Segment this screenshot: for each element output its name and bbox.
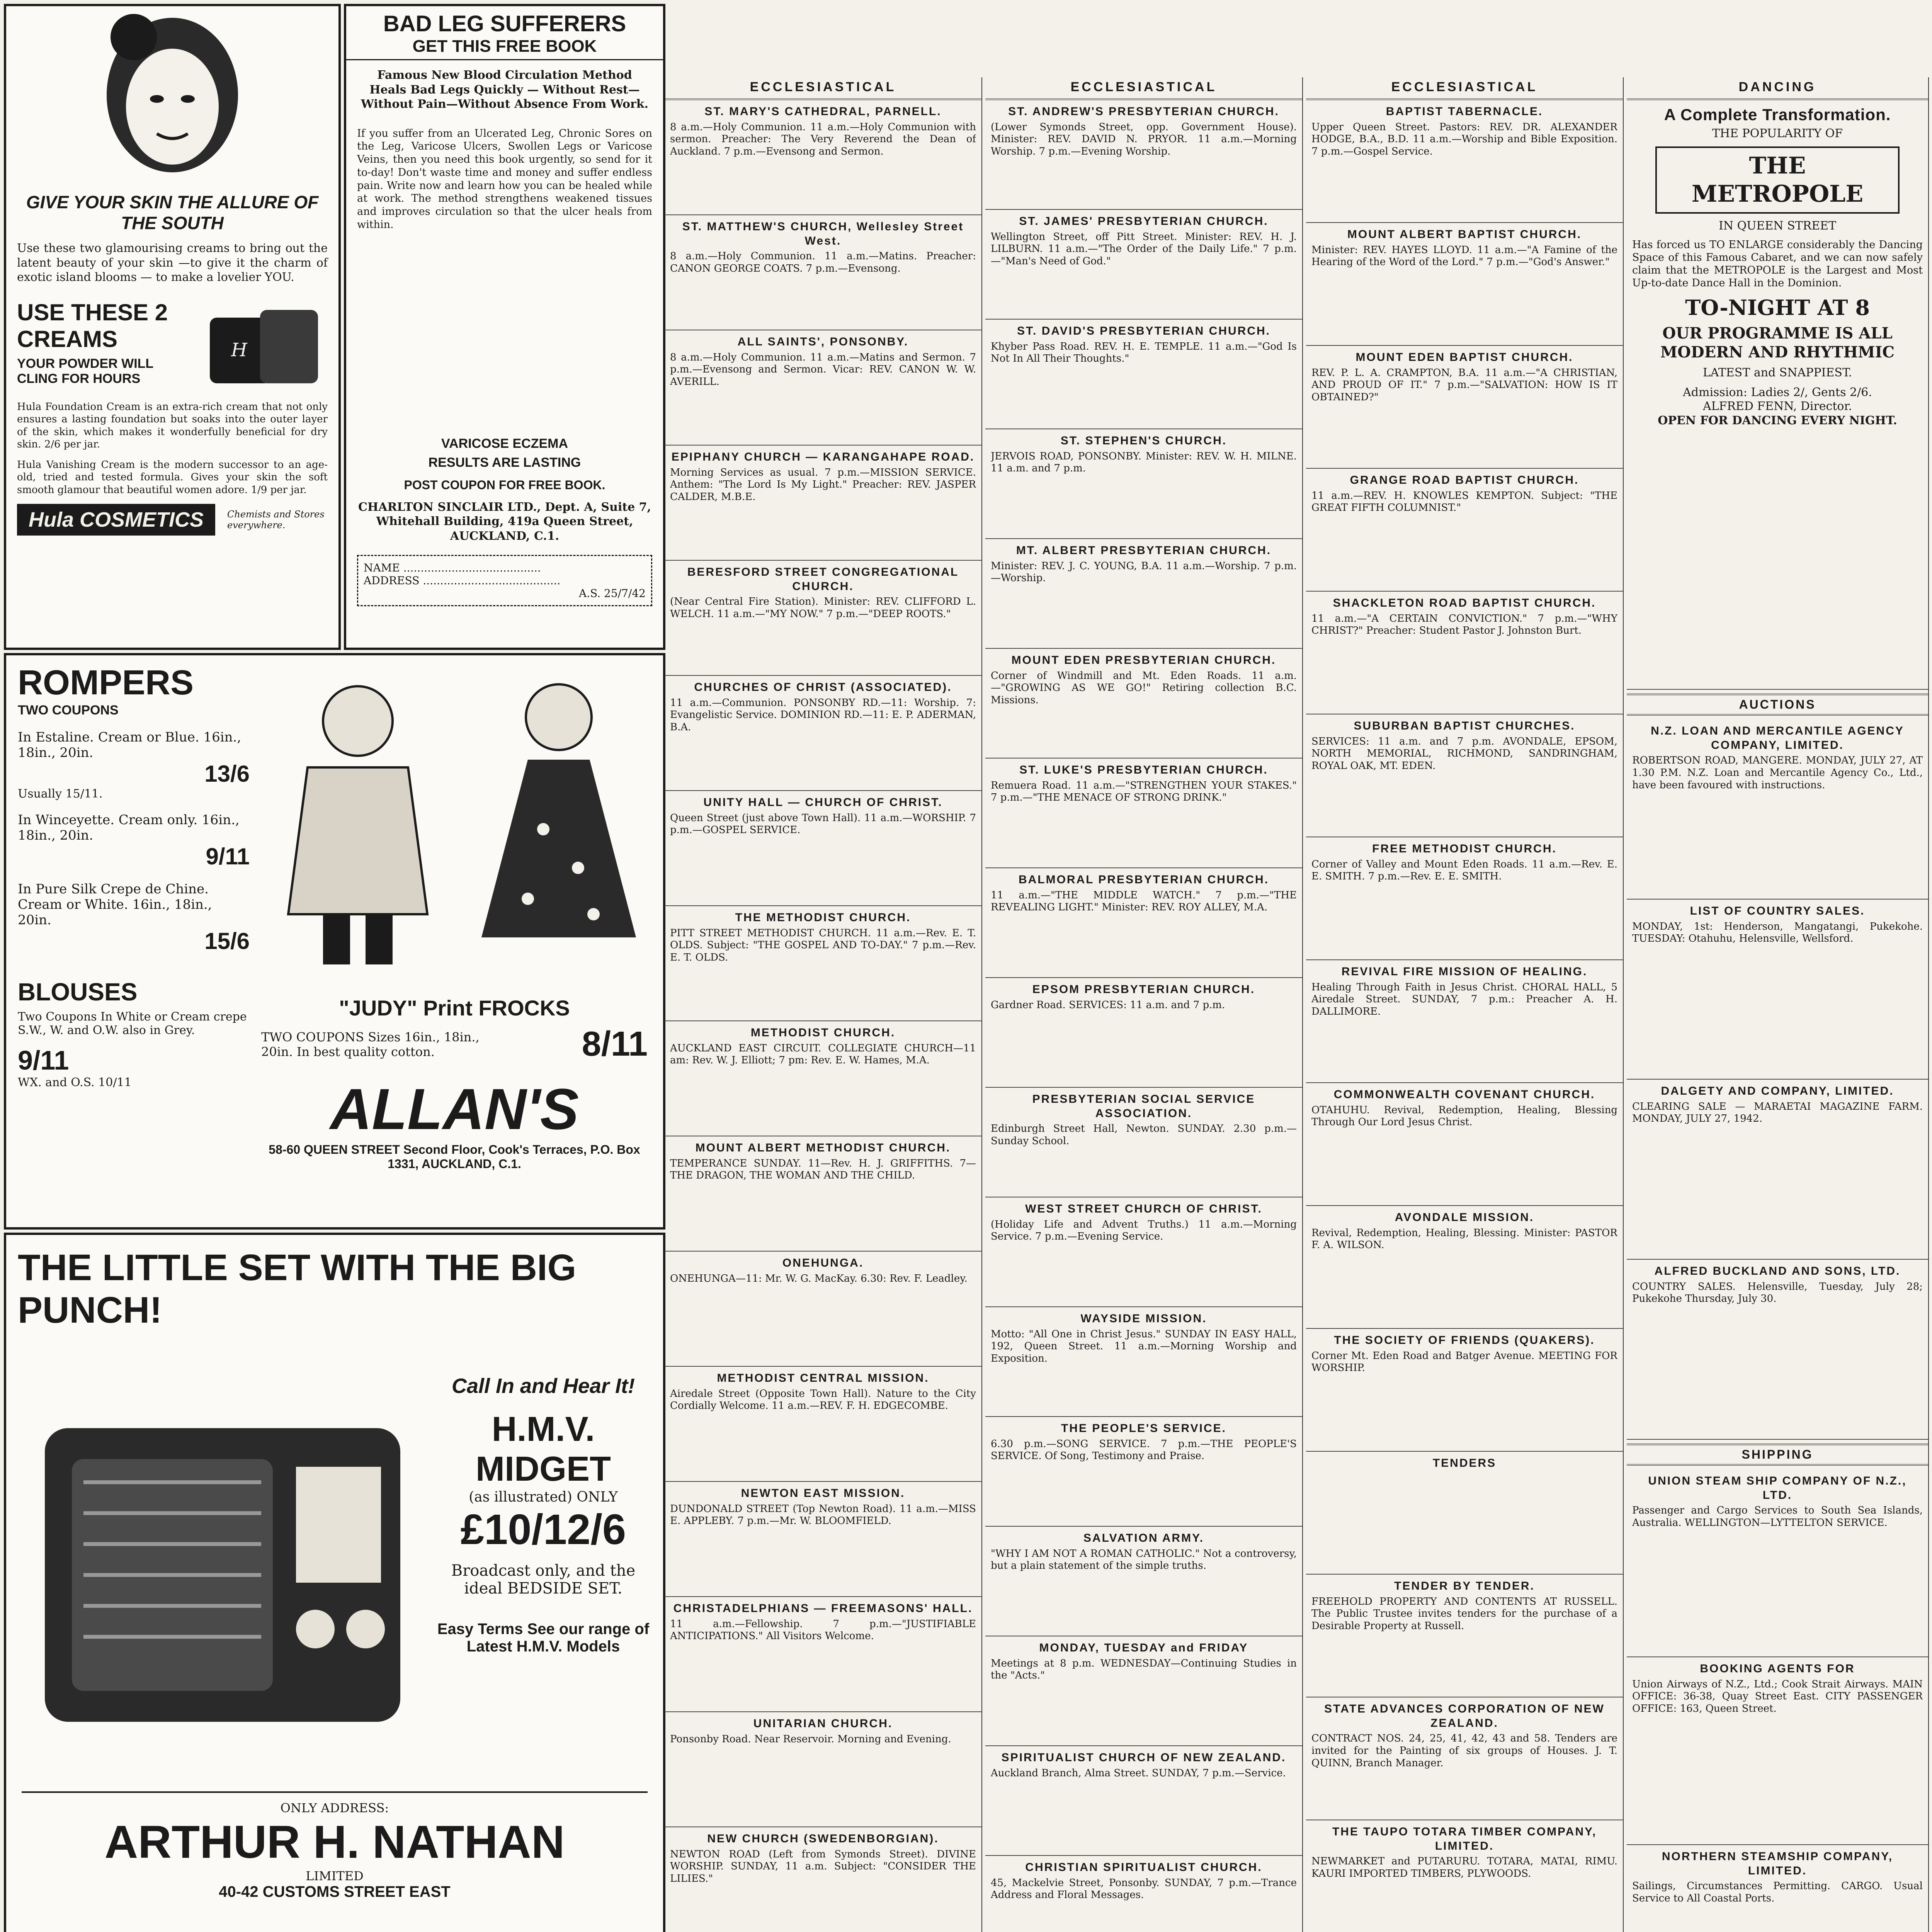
frocks-headline: "JUDY" Print FROCKS — [339, 996, 570, 1020]
church-notice — [665, 906, 981, 1021]
church-notice-text: NEWMARKET and PUTARURU. TOTARA, MATAI, RIMU. KAURI IMPORTED TIMBERS, PLYWOODS. — [1311, 1855, 1617, 1879]
church-notice-title: METHODIST CENTRAL MISSION. — [717, 1372, 929, 1384]
church-notice — [1306, 960, 1623, 1083]
church-notice — [985, 100, 1302, 210]
hula-vanishing: Hula Vanishing Cream is the modern successor to an age-old, tried and tested formula. Gives your skin the soft smooth glamour that beautiful women adore. 1/9 per jar. — [17, 459, 328, 496]
church-notice-title: NEW CHURCH (SWEDENBORGIAN). — [707, 1832, 939, 1845]
frocks-price: 8/11 — [582, 1025, 648, 1063]
church-notice-title: SHACKLETON ROAD BAPTIST CHURCH. — [1333, 597, 1596, 609]
ecclesiastical-column-3 — [1306, 77, 1624, 1932]
church-notice-title: CHRISTADELPHIANS — FREEMASONS' HALL. — [673, 1602, 973, 1615]
bad-leg-coupon-head: POST COUPON FOR FREE BOOK. — [404, 478, 605, 492]
church-notice-text: AUCKLAND EAST CIRCUIT. COLLEGIATE CHURCH—11 am: Rev. W. J. Elliott; 7 pm: Rev. E. W. Hames, M.A. — [670, 1042, 976, 1066]
church-notice-title: MOUNT ALBERT BAPTIST CHURCH. — [1347, 228, 1582, 241]
church-notice-text: Wellington Street, off Pitt Street. Minister: REV. H. J. LILBURN. 11 a.m.—"The Order of the Daily Life." 7 p.m.—"Man's Need of God." — [991, 231, 1297, 267]
church-notice-title: EPSOM PRESBYTERIAN CHURCH. — [1032, 983, 1255, 996]
shipping-notice-text: Union Airways of N.Z., Ltd.; Cook Strait Airways. MAIN OFFICE: 36-38, Quay Street East. CITY PASSENGER OFFICE: 163, Queen Street. — [1632, 1678, 1923, 1715]
church-notice — [1306, 714, 1623, 837]
shipping-notice-title: UNION STEAM SHIP COMPANY OF N.Z., LTD. — [1648, 1475, 1907, 1502]
church-notice-title: FREE METHODIST CHURCH. — [1372, 842, 1557, 855]
church-notice — [985, 1307, 1302, 1417]
auction-notice-title: N.Z. LOAN AND MERCANTILE AGENCY COMPANY, LIMITED. — [1651, 724, 1904, 752]
church-notice — [665, 1827, 981, 1932]
church-notice-text: Edinburgh Street Hall, Newton. SUNDAY. 2.30 p.m.—Sunday School. — [991, 1123, 1297, 1147]
bad-leg-results: RESULTS ARE LASTING — [428, 455, 581, 470]
metropole-headline: A Complete Transformation. — [1664, 105, 1891, 124]
church-notice-title: ALL SAINTS', PONSONBY. — [737, 335, 909, 348]
church-notice-text: Minister: REV. HAYES LLOYD. 11 a.m.—"A Famine of the Hearing of the Word of the Lord." 7 p.m.—"God's Answer." — [1311, 244, 1617, 268]
church-notice-title: BAPTIST TABERNACLE. — [1386, 105, 1543, 118]
church-notice — [1306, 1206, 1623, 1329]
hmv-terms: Easy Terms See our range of Latest H.M.V. Models — [437, 1621, 650, 1655]
church-notice-text: 11 a.m.—Communion. PONSONBY RD.—11: Worship. 7: Evangelistic Service. DOMINION RD.—11: E. P. ADERMAN, B.A. — [670, 697, 976, 733]
church-notice-title: WEST STREET CHURCH OF CHRIST. — [1025, 1202, 1262, 1215]
blouses-headline: BLOUSES — [18, 978, 138, 1006]
dancing-auctions-column — [1627, 77, 1929, 1932]
church-notice — [1306, 346, 1623, 469]
church-notice-text: (Holiday Life and Advent Truths.) 11 a.m.—Morning Service. 7 p.m.—Evening Service. — [991, 1218, 1297, 1243]
church-notice-title: ST. MATTHEW'S CHURCH, Wellesley Street West. — [682, 220, 964, 247]
church-notice-text: FREEHOLD PROPERTY AND CONTENTS AT RUSSELL. The Public Trustee invites tenders for the purchase of a Desirable Property at Russell. — [1311, 1595, 1617, 1632]
auction-notice-title: LIST OF COUNTRY SALES. — [1690, 905, 1865, 917]
hmv-illustrated: (as illustrated) ONLY — [469, 1489, 618, 1505]
church-notice — [665, 1136, 981, 1252]
shipping-notice-title: BOOKING AGENTS FOR — [1700, 1662, 1855, 1675]
church-notice-title: THE SOCIETY OF FRIENDS (QUAKERS). — [1334, 1334, 1595, 1347]
church-notice — [985, 429, 1302, 539]
church-notice-title: THE METHODIST CHURCH. — [735, 911, 911, 924]
church-notice-title: SUBURBAN BAPTIST CHURCHES. — [1354, 719, 1575, 732]
auction-notice — [1627, 1080, 1928, 1260]
church-notice — [985, 868, 1302, 978]
shipping-notice — [1627, 1469, 1928, 1657]
rompers-line1: In Estaline. Cream or Blue. 16in., 18in., 20in. — [18, 730, 242, 760]
church-notice — [1306, 1575, 1623, 1697]
church-notice-title: EPIPHANY CHURCH — KARANGAHAPE ROAD. — [671, 451, 975, 463]
church-notice-title: MONDAY, TUESDAY and FRIDAY — [1039, 1641, 1248, 1654]
metropole-name: THE METROPOLE — [1655, 146, 1900, 214]
church-notice — [1306, 223, 1623, 346]
church-notice-text: Revival, Redemption, Healing, Blessing. Minister: PASTOR F. A. WILSON. — [1311, 1227, 1617, 1251]
rompers-price3: 15/6 — [204, 928, 250, 954]
church-notice — [985, 649, 1302, 759]
church-notice-text: 8 a.m.—Holy Communion. 11 a.m.—Holy Communion with sermon. Preacher: The Very Reverend the Dean of Auckland. 7 p.m.—Evensong and Sermon. — [670, 121, 976, 158]
church-notice-text: 8 a.m.—Holy Communion. 11 a.m.—Matins. Preacher: CANON GEORGE COATS. 7 p.m.—Evensong. — [670, 250, 976, 274]
shipping-section-head: SHIPPING — [1627, 1444, 1928, 1466]
church-notice-title: ONEHUNGA. — [782, 1257, 864, 1269]
shipping-notice — [1627, 1657, 1928, 1845]
auction-notice — [1627, 719, 1928, 900]
church-notice-text: Ponsonby Road. Near Reservoir. Morning and Evening. — [670, 1733, 951, 1745]
hmv-headline: THE LITTLE SET WITH THE BIG PUNCH! — [18, 1247, 577, 1331]
church-notice-title: MT. ALBERT PRESBYTERIAN CHURCH. — [1016, 544, 1272, 557]
church-notice — [665, 446, 981, 561]
church-notice — [1306, 100, 1623, 223]
church-notice — [985, 1527, 1302, 1636]
church-notice-text: "WHY I AM NOT A ROMAN CATHOLIC." Not a controversy, but a plain statement of the simple truths. — [991, 1548, 1297, 1572]
metropole-manager: ALFRED FENN, Director. — [1702, 400, 1852, 413]
church-notice-title: UNITARIAN CHURCH. — [753, 1717, 893, 1730]
church-notice-text: Healing Through Faith in Jesus Christ. CHORAL HALL, 5 Airedale Street. SUNDAY, 7 p.m.: Preacher A. H. DALLIMORE. — [1311, 981, 1617, 1018]
church-notice — [985, 759, 1302, 868]
bad-leg-ref: A.S. 25/7/42 — [578, 587, 646, 600]
church-notice — [665, 791, 981, 906]
church-notice-text: ONEHUNGA—11: Mr. W. G. MacKay. 6.30: Rev. F. Leadley. — [670, 1272, 968, 1284]
svg-text:H: H — [231, 339, 247, 361]
church-notice-text: TEMPERANCE SUNDAY. 11—Rev. H. J. GRIFFITHS. 7—THE DRAGON, THE WOMAN AND THE CHILD. — [670, 1157, 976, 1182]
shipping-notice-text: Passenger and Cargo Services to South Sea Islands, Australia. WELLINGTON—LYTTELTON SERVICE. — [1632, 1505, 1923, 1529]
church-notice-title: REVIVAL FIRE MISSION OF HEALING. — [1341, 965, 1588, 978]
church-notice — [985, 210, 1302, 320]
church-notice-title: AVONDALE MISSION. — [1395, 1211, 1534, 1224]
church-notice-title: METHODIST CHURCH. — [750, 1026, 896, 1039]
church-notice — [1306, 1329, 1623, 1452]
church-notice — [1306, 592, 1623, 714]
church-notice — [985, 1636, 1302, 1746]
metropole-text: Has forced us TO ENLARGE considerably the Dancing Space of this Famous Cabaret, and we can now safely claim that the METROPOLE is the Largest and Most Up-to-date Dance Hall in the Dominion. — [1632, 238, 1923, 289]
church-notice-text: Motto: "All One in Christ Jesus." SUNDAY IN EASY HALL, 192, Queen Street. 11 a.m.—Morning Worship and Exposition. — [991, 1328, 1297, 1365]
hmv-midget-ad — [4, 1233, 665, 1932]
church-notice — [1306, 469, 1623, 592]
church-notice — [1306, 1452, 1623, 1575]
rompers-price1: 13/6 — [204, 761, 250, 787]
shipping-notice-text: Sailings, Circumstances Permitting. CARGO. Usual Service to All Coastal Ports. — [1632, 1880, 1923, 1904]
bad-leg-intro: Famous New Blood Circulation Method Heals Bad Legs Quickly — Without Rest—Without Pain—Without Absence From Work. — [361, 68, 648, 111]
hula-foundation: Hula Foundation Cream is an extra-rich cream that not only ensures a lasting foundation but soaks into the outer layer of the skin, which makes it wonderfully beneficial for dry skin. 2/6 per jar. — [17, 401, 328, 450]
metropole-popularity: THE POPULARITY OF — [1712, 127, 1843, 141]
church-notice-text: Meetings at 8 p.m. WEDNESDAY—Continuing Studies in the "Acts." — [991, 1657, 1297, 1682]
church-notice-text: Corner of Windmill and Mt. Eden Roads. 11 a.m.—"GROWING AS WE GO!" Retiring collection B.C. Missions. — [991, 670, 1297, 706]
church-notice-text: Gardner Road. SERVICES: 11 a.m. and 7 p.m. — [991, 999, 1225, 1011]
church-notice-text: PITT STREET METHODIST CHURCH. 11 a.m.—Rev. E. T. OLDS. Subject: "THE GOSPEL AND TO-DAY." 7 p.m.—Rev. E. T. OLDS. — [670, 927, 976, 964]
church-notice — [1306, 837, 1623, 960]
auction-notice — [1627, 1260, 1928, 1440]
church-notice-text: Auckland Branch, Alma Street. SUNDAY, 7 p.m.—Service. — [991, 1767, 1286, 1779]
church-notice-text: Queen Street (just above Town Hall). 11 a.m.—WORSHIP. 7 p.m.—GOSPEL SERVICE. — [670, 812, 976, 836]
auction-notice-text: CLEARING SALE — MARAETAI MAGAZINE FARM. MONDAY, JULY 27, 1942. — [1632, 1100, 1923, 1125]
hmv-price: £10/12/6 — [460, 1506, 626, 1553]
column-head-ecclesiastical-3: ECCLESIASTICAL — [1306, 77, 1623, 100]
auction-notice-text: ROBERTSON ROAD, MANGERE. MONDAY, JULY 27, AT 1.30 P.M. N.Z. Loan and Mercantile Agency Co., Ltd., have been favoured with instructions. — [1632, 755, 1923, 791]
church-notice — [985, 1856, 1302, 1932]
church-notice-text: Remuera Road. 11 a.m.—"STRENGTHEN YOUR STAKES." 7 p.m.—"THE MENACE OF STRONG DRINK." — [991, 779, 1297, 804]
church-notice-title: ST. STEPHEN'S CHURCH. — [1060, 434, 1227, 447]
church-notice — [665, 215, 981, 330]
hula-stockists: Chemists and Stores everywhere. — [227, 509, 325, 531]
church-notice-title: NEWTON EAST MISSION. — [741, 1487, 905, 1500]
church-notice — [665, 561, 981, 676]
church-notice-text: JERVOIS ROAD, PONSONBY. Minister: REV. W. H. MILNE. 11 a.m. and 7 p.m. — [991, 450, 1297, 474]
church-notice — [665, 676, 981, 791]
church-notice-title: MOUNT ALBERT METHODIST CHURCH. — [695, 1141, 951, 1154]
auction-notice-text: COUNTRY SALES. Helensville, Tuesday, July 28; Pukekohe Thursday, July 30. — [1632, 1281, 1923, 1305]
church-notice — [985, 1746, 1302, 1856]
ecclesiastical-column-2 — [985, 77, 1303, 1932]
rompers-headline: ROMPERS — [18, 663, 194, 702]
church-notice — [985, 1197, 1302, 1307]
cream-jars-icon — [200, 293, 328, 393]
church-notice-text: 8 a.m.—Holy Communion. 11 a.m.—Matins and Sermon. 7 p.m.—Evensong and Sermon. Vicar: REV. CANON W. W. AVERILL. — [670, 351, 976, 388]
church-notice-text: Corner of Valley and Mount Eden Roads. 11 a.m.—Rev. E. E. SMITH. 7 p.m.—Rev. E. E. SMITH. — [1311, 858, 1617, 883]
church-notice-title: WAYSIDE MISSION. — [1080, 1312, 1207, 1325]
hula-headline: GIVE YOUR SKIN THE ALLURE OF THE SOUTH — [26, 192, 319, 233]
church-notice-title: SALVATION ARMY. — [1083, 1532, 1204, 1544]
hula-powder-cling: YOUR POWDER WILL CLING FOR HOURS — [17, 356, 153, 386]
church-notice — [665, 100, 981, 215]
ecclesiastical-column-1 — [665, 77, 982, 1932]
church-notice-text: NEWTON ROAD (Left from Symonds Street). DIVINE WORSHIP. SUNDAY, 11 a.m. Subject: "CONSIDER THE LILIES." — [670, 1848, 976, 1885]
church-notice-text: DUNDONALD STREET (Top Newton Road). 11 a.m.—MISS E. APPLEBY. 7 p.m.—Mr. W. BLOOMFIELD. — [670, 1503, 976, 1527]
church-notice-title: SPIRITUALIST CHURCH OF NEW ZEALAND. — [1001, 1751, 1286, 1764]
church-notice-text: Corner Mt. Eden Road and Batger Avenue. MEETING FOR WORSHIP. — [1311, 1350, 1617, 1374]
bad-leg-ad — [344, 4, 665, 650]
church-notice-text: 6.30 p.m.—SONG SERVICE. 7 p.m.—THE PEOPLE'S SERVICE. Of Song, Testimony and Praise. — [991, 1438, 1297, 1462]
blouses-sub: Two Coupons In White or Cream crepe S.W., W. and O.W. also in Grey. — [18, 1010, 247, 1037]
church-notice-text: 11 a.m.—Fellowship. 7 p.m.—"JUSTIFIABLE ANTICIPATIONS." All Visitors Welcome. — [670, 1618, 976, 1642]
radio-set-icon — [22, 1374, 423, 1776]
church-notice-text: Morning Services as usual. 7 p.m.—MISSION SERVICE. Anthem: "The Lord Is My Light." Preacher: REV. JASPER CALDER, M.B.E. — [670, 466, 976, 503]
church-notice — [665, 1367, 981, 1482]
auction-notice-title: ALFRED BUCKLAND AND SONS, LTD. — [1654, 1265, 1901, 1277]
church-notice-title: UNITY HALL — CHURCH OF CHRIST. — [703, 796, 943, 809]
church-notice-title: MOUNT EDEN PRESBYTERIAN CHURCH. — [1011, 654, 1276, 667]
church-notice-title: TENDERS — [1432, 1457, 1497, 1469]
hula-body: Use these two glamourising creams to bring out the latent beauty of your skin —to give it the charm of exotic island blooms — to make a lovelier YOU. — [17, 242, 328, 284]
hmv-only-address: ONLY ADDRESS: — [280, 1801, 389, 1815]
woman-portrait-icon — [6, 6, 338, 192]
church-notice-title: BERESFORD STREET CONGREGATIONAL CHURCH. — [687, 566, 959, 593]
church-notice-title: PRESBYTERIAN SOCIAL SERVICE ASSOCIATION. — [1032, 1093, 1255, 1120]
bad-leg-copy: If you suffer from an Ulcerated Leg, Chronic Sores on the Leg, Varicose Ulcers, Swollen Legs or Varicose Veins, then you need this book urgently, so send for it to-day! Don't waste time and money and suffer endless pain. Write now and learn how you can be healed while at work. The method strengthens weakened tissues and improves circulation so that the ulcer heals from within. — [357, 127, 652, 231]
shipping-notice — [1627, 1845, 1928, 1932]
church-notice-title: BALMORAL PRESBYTERIAN CHURCH. — [1018, 873, 1269, 886]
church-notice — [985, 1088, 1302, 1197]
church-notice-text: Upper Queen Street. Pastors: REV. DR. ALEXANDER HODGE, B.A., B.D. 11 a.m.—Worship and Bible Exposition. 7 p.m.—Gospel Service. — [1311, 121, 1617, 158]
rompers-sub: TWO COUPONS — [18, 703, 119, 718]
hula-use-these: USE THESE 2 CREAMS — [17, 299, 168, 352]
church-notice-title: ST. MARY'S CATHEDRAL, PARNELL. — [704, 105, 942, 118]
church-notice-text: Airedale Street (Opposite Town Hall). Nature to the City Cordially Welcome. 11 a.m.—REV. F. H. EDGECOMBE. — [670, 1388, 976, 1412]
metropole-admission: Admission: Ladies 2/, Gents 2/6. — [1683, 385, 1872, 399]
hula-brand: Hula COSMETICS — [17, 504, 215, 536]
bad-leg-headline: BAD LEG SUFFERERS — [383, 11, 626, 36]
church-notice — [1306, 1697, 1623, 1820]
rompers-price2: 9/11 — [206, 844, 250, 869]
child-romper-illustration-icon — [261, 663, 454, 980]
auction-notice-text: MONDAY, 1st: Henderson, Mangatangi, Pukekohe. TUESDAY: Otahuhu, Helensville, Wellsford. — [1632, 920, 1923, 945]
girl-frock-illustration-icon — [462, 663, 655, 980]
metropole-ad — [1627, 100, 1928, 690]
church-notice-title: THE TAUPO TOTARA TIMBER COMPANY, LIMITED. — [1332, 1825, 1597, 1852]
hmv-dealer: ARTHUR H. NATHAN — [104, 1816, 565, 1868]
church-notice — [665, 1252, 981, 1367]
metropole-where: IN QUEEN STREET — [1718, 219, 1837, 233]
church-notice — [665, 1597, 981, 1712]
church-notice — [665, 330, 981, 446]
auctions-section-head: AUCTIONS — [1627, 694, 1928, 716]
church-notice-title: ST. JAMES' PRESBYTERIAN CHURCH. — [1019, 215, 1269, 228]
rompers-line3: In Pure Silk Crepe de Chine. Cream or White. 16in., 18in., 20in. — [18, 881, 212, 928]
hmv-dealer-address: 40-42 CUSTOMS STREET EAST — [219, 1883, 451, 1900]
church-notice-text: 11 a.m.—"A CERTAIN CONVICTION." 7 p.m.—"WHY CHRIST?" Preacher: Student Pastor J. Johnston Burt. — [1311, 612, 1617, 637]
bad-leg-address: CHARLTON SINCLAIR LTD., Dept. A, Suite 7, Whitehall Building, 419a Queen Street, AUCKLAND, C.1. — [358, 500, 651, 543]
hmv-dealer-sub: LIMITED — [306, 1869, 364, 1883]
blouses-os: WX. and O.S. 10/11 — [18, 1076, 132, 1089]
church-notice-title: CHRISTIAN SPIRITUALIST CHURCH. — [1025, 1861, 1262, 1874]
church-notice-text: Minister: REV. J. C. YOUNG, B.A. 11 a.m.—Worship. 7 p.m.—Worship. — [991, 560, 1297, 584]
church-notice — [665, 1021, 981, 1136]
church-notice-title: COMMONWEALTH COVENANT CHURCH. — [1333, 1088, 1595, 1101]
metropole-latest: LATEST and SNAPPIEST. — [1702, 366, 1852, 380]
metropole-tonight: TO-NIGHT AT 8 — [1685, 295, 1870, 320]
church-notice-text: Khyber Pass Road. REV. H. E. TEMPLE. 11 a.m.—"God Is Not In All Their Thoughts." — [991, 340, 1297, 365]
metropole-open: OPEN FOR DANCING EVERY NIGHT. — [1658, 413, 1897, 427]
metropole-programme: OUR PROGRAMME IS ALL MODERN AND RHYTHMIC — [1660, 324, 1895, 362]
church-notice — [665, 1712, 981, 1827]
church-notice-title: GRANGE ROAD BAPTIST CHURCH. — [1350, 474, 1579, 486]
church-notice-text: 11 a.m.—REV. H. KNOWLES KEMPTON. Subject: "THE GREAT FIFTH COLUMNIST." — [1311, 490, 1617, 514]
church-notice-text: (Lower Symonds Street, opp. Government House). Minister: REV. DAVID N. PRYOR. 11 a.m.—Morning Worship. 7 p.m.—Evening Worship. — [991, 121, 1297, 158]
frocks-sub: TWO COUPONS Sizes 16in., 18in., 20in. In best quality cotton. — [261, 1029, 480, 1059]
church-notice — [985, 539, 1302, 649]
church-notice-title: TENDER BY TENDER. — [1394, 1580, 1535, 1592]
rompers-line2: In Winceyette. Cream only. 16in., 18in., 20in. — [18, 812, 240, 843]
church-notice-text: OTAHUHU. Revival, Redemption, Healing, Blessing Through Our Lord Jesus Christ. — [1311, 1104, 1617, 1128]
church-notice-title: THE PEOPLE'S SERVICE. — [1061, 1422, 1226, 1435]
church-notice-text: CONTRACT NOS. 24, 25, 41, 42, 43 and 58. Tenders are invited for the Painting of six groups of Houses. J. T. QUINN, Branch Manager. — [1311, 1733, 1617, 1769]
church-notice — [985, 978, 1302, 1088]
hmv-tag: Broadcast only, and the ideal BEDSIDE SET. — [451, 1562, 636, 1597]
bad-leg-subhead: GET THIS FREE BOOK — [346, 37, 663, 60]
rompers-usually: Usually 15/11. — [18, 787, 103, 801]
auction-notice-title: DALGETY AND COMPANY, LIMITED. — [1661, 1085, 1894, 1097]
column-head-ecclesiastical-2: ECCLESIASTICAL — [985, 77, 1302, 100]
church-notice — [985, 320, 1302, 429]
allans-store-address: 58-60 QUEEN STREET Second Floor, Cook's Terraces, P.O. Box 1331, AUCKLAND, C.1. — [269, 1143, 640, 1171]
hmv-model: H.M.V. MIDGET — [476, 1410, 611, 1488]
allans-rompers-ad — [4, 653, 665, 1230]
bad-leg-address-label: ADDRESS — [364, 574, 420, 587]
church-notice — [665, 1482, 981, 1597]
church-notice-text: SERVICES: 11 a.m. and 7 p.m. AVONDALE, EPSOM, NORTH MEMORIAL, RICHMOND, SANDRINGHAM, ROYAL OAK, MT. EDEN. — [1311, 735, 1617, 772]
church-notice-text: 45, Mackelvie Street, Ponsonby. SUNDAY, 7 p.m.—Trance Address and Floral Messages. — [991, 1877, 1297, 1901]
church-notice — [1306, 1820, 1623, 1932]
allans-store-name: ALLAN'S — [330, 1077, 579, 1141]
shipping-notice-title: NORTHERN STEAMSHIP COMPANY, LIMITED. — [1662, 1850, 1893, 1877]
hmv-call: Call In and Hear It! — [451, 1374, 635, 1398]
bad-leg-coupon[interactable]: NAME ........................................ ADDRESS ........................................ A.S. 25/7/42 — [357, 555, 652, 606]
auction-notice — [1627, 900, 1928, 1080]
column-head-ecclesiastical-1: ECCLESIASTICAL — [665, 77, 981, 100]
church-notice — [1306, 1083, 1623, 1206]
church-notice-title: MOUNT EDEN BAPTIST CHURCH. — [1355, 351, 1573, 364]
church-notice-text: (Near Central Fire Station). Minister: REV. CLIFFORD L. WELCH. 11 a.m.—"MY NOW." 7 p.m.—"DEEP ROOTS." — [670, 596, 976, 620]
column-head-dancing-1: DANCING — [1627, 77, 1928, 100]
bad-leg-name-label: NAME — [364, 561, 400, 574]
church-notice-title: STATE ADVANCES CORPORATION OF NEW ZEALAND. — [1324, 1702, 1605, 1730]
blouses-price: 9/11 — [18, 1045, 69, 1075]
church-notice-text: REV. P. L. A. CRAMPTON, B.A. 11 a.m.—"A CHRISTIAN, AND PROUD OF IT." 7 p.m.—"SALVATION: HOW IS IT OBTAINED?" — [1311, 367, 1617, 403]
church-notice-title: CHURCHES OF CHRIST (ASSOCIATED). — [694, 681, 952, 694]
hula-cosmetics-ad — [4, 4, 341, 650]
church-notice-title: ST. LUKE'S PRESBYTERIAN CHURCH. — [1019, 764, 1268, 776]
church-notice — [985, 1417, 1302, 1527]
bad-leg-eczema: VARICOSE ECZEMA — [441, 436, 568, 451]
church-notice-title: ST. ANDREW'S PRESBYTERIAN CHURCH. — [1008, 105, 1279, 118]
church-notice-text: 11 a.m.—"THE MIDDLE WATCH." 7 p.m.—"THE REVEALING LIGHT." Minister: REV. ROY ALLEY, M.A. — [991, 889, 1297, 913]
church-notice-title: ST. DAVID'S PRESBYTERIAN CHURCH. — [1017, 325, 1270, 337]
